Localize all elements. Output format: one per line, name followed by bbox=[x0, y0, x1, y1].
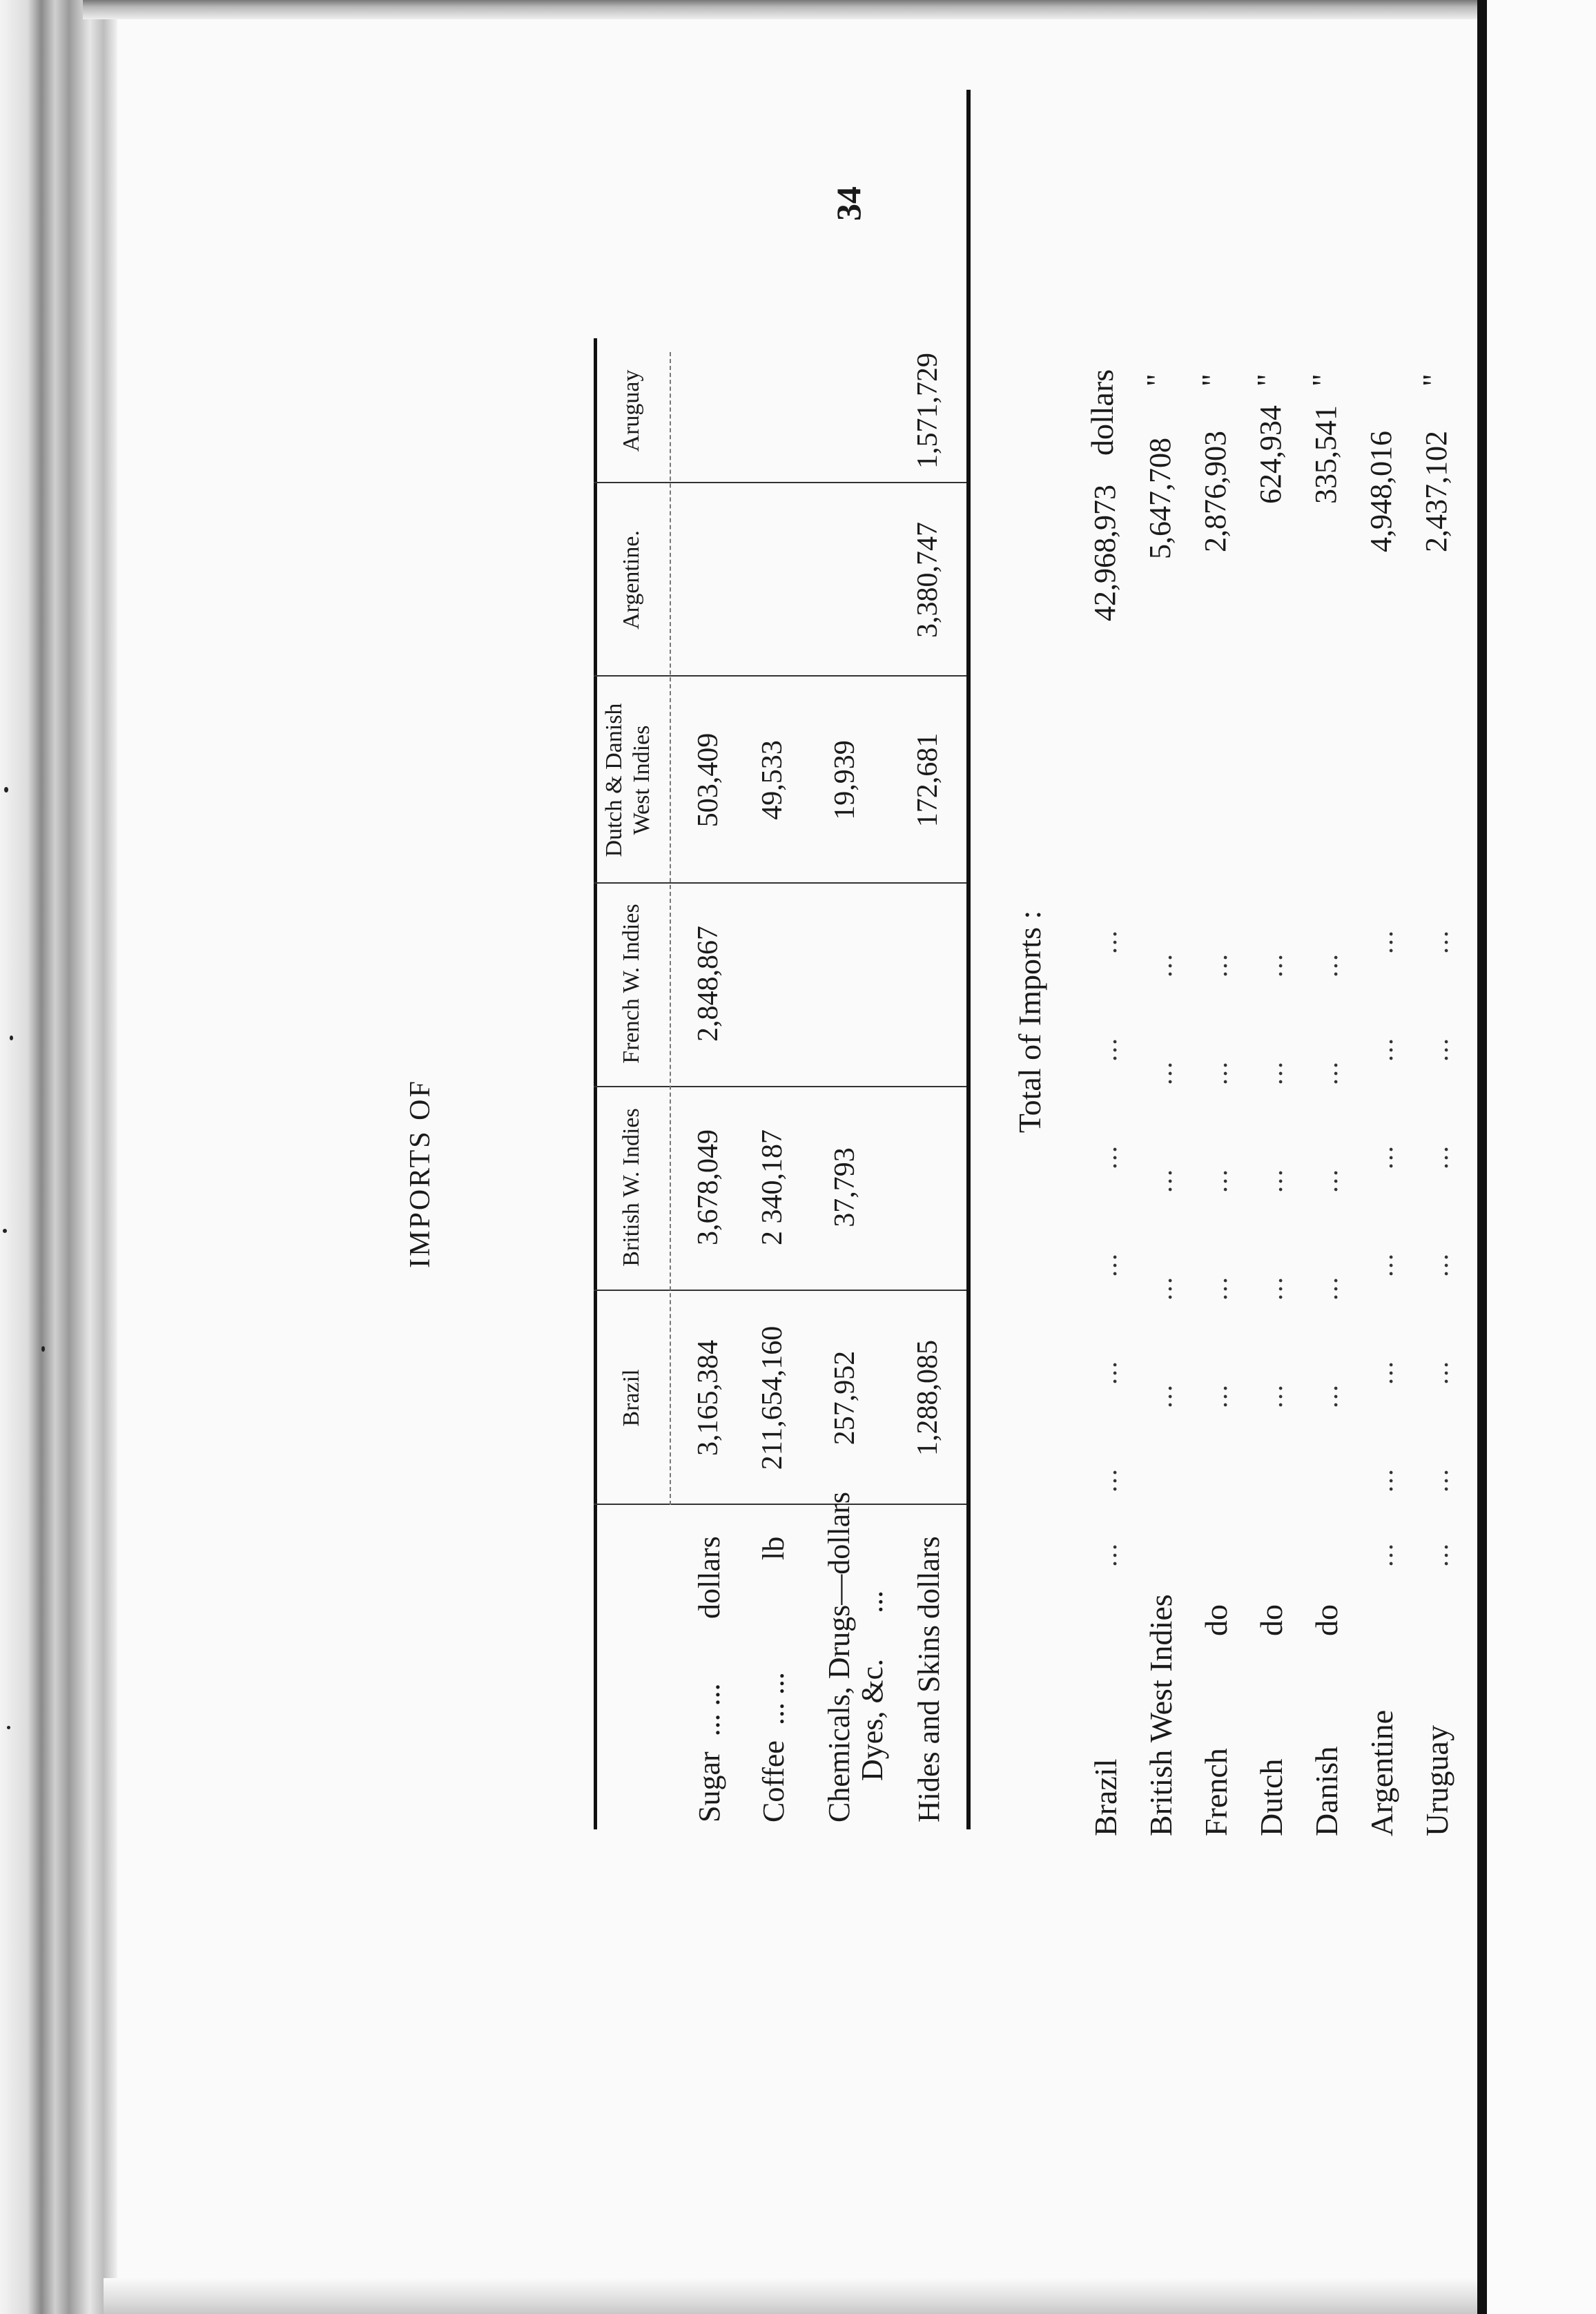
dust-speck bbox=[3, 1229, 7, 1233]
page-bottom-edge bbox=[104, 2278, 1477, 2314]
leader-dots: ... ... bbox=[757, 1672, 790, 1726]
totals-unit: " bbox=[1305, 373, 1341, 387]
leader-dots: ... ... ... ... ... ... ... bbox=[1368, 929, 1399, 1567]
table-cell: 211,654,160 bbox=[757, 1325, 788, 1470]
leader-dots: ... ... ... ... ... ... ... bbox=[1091, 929, 1122, 1567]
leader-dots: ... ... ... ... ... bbox=[1312, 953, 1343, 1408]
table-cell: 37,793 bbox=[829, 1147, 861, 1227]
totals-unit: " bbox=[1195, 373, 1230, 387]
totals-unit: " bbox=[1140, 373, 1175, 387]
table-cell: 3,678,049 bbox=[692, 1129, 724, 1245]
row-label-coffee bbox=[756, 1672, 791, 1822]
dust-speck bbox=[4, 787, 8, 793]
row-label-hides-skins: Hides and Skins bbox=[912, 1625, 946, 1822]
page-top-edge bbox=[83, 0, 1491, 19]
page-number: 34 bbox=[829, 186, 868, 221]
row-label-chemicals-line2 bbox=[855, 1591, 890, 1781]
table-cell: 172,681 bbox=[912, 732, 944, 828]
table-cell: 2 340,187 bbox=[757, 1129, 788, 1245]
totals-value: 2,876,903 bbox=[1198, 431, 1232, 552]
column-header-argentine: Argentine. bbox=[619, 530, 644, 630]
dust-speck bbox=[10, 1036, 13, 1040]
row-unit-hides-skins: dollars bbox=[912, 1536, 946, 1619]
leader-dots: ... bbox=[855, 1590, 889, 1613]
table-cell: 3,165,384 bbox=[692, 1340, 724, 1456]
totals-value: 624,934 bbox=[1254, 405, 1287, 504]
header-dashed-rule bbox=[670, 352, 671, 1505]
row-label-text: Dyes, &c. bbox=[855, 1658, 889, 1781]
leader-dots: ... ... ... ... ... ... ... bbox=[1423, 929, 1454, 1567]
column-header-aruguay: Aruguay bbox=[619, 369, 644, 452]
totals-value: 2,437,102 bbox=[1419, 431, 1453, 552]
totals-ditto: do bbox=[1309, 1604, 1344, 1636]
table-cell: 49,533 bbox=[757, 740, 788, 820]
totals-title: Total of Imports : bbox=[1012, 910, 1047, 1134]
totals-unit: dollars bbox=[1084, 369, 1120, 456]
table-cell: 257,952 bbox=[829, 1350, 861, 1446]
dust-speck bbox=[7, 1726, 10, 1729]
column-divider bbox=[594, 675, 966, 677]
table-cell: 503,409 bbox=[692, 732, 724, 828]
table-top-rule bbox=[594, 338, 597, 1829]
row-label-sugar bbox=[692, 1683, 727, 1822]
column-divider bbox=[594, 1504, 966, 1505]
rotated-page-content bbox=[117, 138, 1498, 2209]
totals-unit: " bbox=[1416, 373, 1451, 387]
table-cell: 3,380,747 bbox=[912, 522, 944, 638]
row-label-chemicals: Chemicals, Drugs—dollars bbox=[822, 1491, 856, 1822]
row-unit-coffee: lb bbox=[757, 1536, 790, 1560]
column-header-british-w-indies: British W. Indies bbox=[619, 1108, 644, 1267]
totals-country: British West Indies bbox=[1143, 1594, 1178, 1836]
totals-country: French bbox=[1198, 1748, 1234, 1836]
leader-dots: ... ... ... ... ... bbox=[1202, 953, 1233, 1408]
totals-country: Dutch bbox=[1254, 1758, 1289, 1836]
totals-ditto: do bbox=[1198, 1604, 1234, 1636]
leader-dots: ... ... bbox=[692, 1683, 726, 1737]
row-unit-sugar: dollars bbox=[692, 1536, 726, 1619]
totals-value: 42,968,973 bbox=[1088, 485, 1122, 621]
column-header-brazil: Brazil bbox=[619, 1369, 644, 1427]
column-divider bbox=[594, 482, 966, 483]
table-cell: 19,939 bbox=[829, 740, 861, 820]
row-label-text: Sugar bbox=[692, 1751, 726, 1822]
dust-speck bbox=[41, 1346, 45, 1352]
totals-ditto: do bbox=[1254, 1604, 1289, 1636]
table-cell: 1,288,085 bbox=[912, 1340, 944, 1456]
totals-country: Brazil bbox=[1088, 1758, 1123, 1836]
totals-value: 5,647,708 bbox=[1143, 438, 1177, 559]
totals-country: Uruguay bbox=[1419, 1725, 1454, 1836]
totals-country: Danish bbox=[1309, 1746, 1344, 1836]
totals-value: 4,948,016 bbox=[1364, 431, 1398, 552]
totals-country: Argentine bbox=[1364, 1709, 1399, 1836]
table-cell: 1,571,729 bbox=[912, 353, 944, 469]
row-label-text: Coffee bbox=[757, 1740, 790, 1822]
leader-dots: ... ... ... ... ... bbox=[1257, 953, 1288, 1408]
column-divider bbox=[594, 882, 966, 884]
facing-page bbox=[1487, 0, 1596, 2314]
table-bottom-rule bbox=[966, 90, 971, 1829]
table-title: IMPORTS OF bbox=[405, 1079, 436, 1268]
totals-unit: " bbox=[1250, 373, 1285, 387]
column-header-french-w-indies: French W. Indies bbox=[619, 904, 644, 1064]
column-divider bbox=[594, 1290, 966, 1291]
column-header-dutch-danish-west-indies: Dutch & Danish West Indies bbox=[601, 703, 654, 857]
table-cell: 2,848,867 bbox=[692, 926, 724, 1042]
totals-value: 335,541 bbox=[1309, 405, 1343, 504]
leader-dots: ... ... ... ... ... bbox=[1147, 953, 1178, 1408]
book-spine bbox=[0, 0, 117, 2314]
